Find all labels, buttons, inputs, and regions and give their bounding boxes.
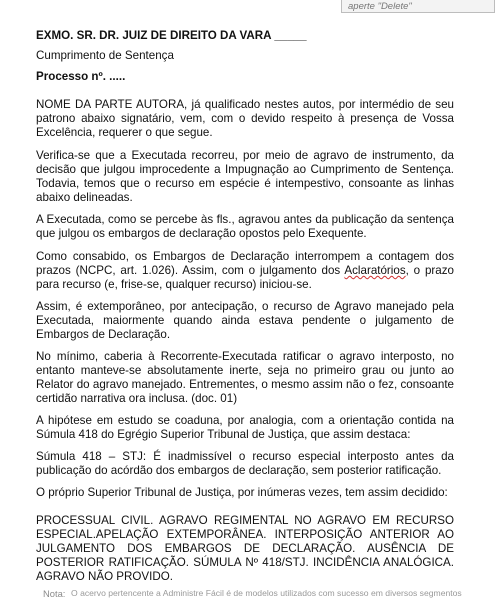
document-subject: Cumprimento de Sentença [36, 49, 174, 62]
paragraph-extemporaneous: Assim, é extemporâneo, por antecipação, o recurso de Agravo manejado pela Executada, maiormente quando ainda estava pendente o julgamento de Embargos de Declaração. [36, 300, 454, 341]
process-number: Processo nº. ..... [36, 70, 126, 83]
paragraph-stj: O próprio Superior Tribunal de Justiça, por inúmeras vezes, tem assim decidido: [36, 486, 448, 499]
editor-tooltip [341, 0, 495, 13]
footer-note-label: Nota: [43, 588, 66, 599]
paragraph-ratify: No mínimo, caberia à Recorrente-Executada ratificar o agravo interposto, no entanto manteve-se absolutamente inerte, seja no primeiro grau ou junto ao Relator do agravo manejado. Entrementes, o mesmo assim não o fez, consoante certidão narrativa ora inclusa. (doc. 01) [36, 350, 454, 405]
tooltip-hint: aperte "Delete" [348, 1, 412, 12]
paragraph-hypothesis: A hipótese em estudo se coaduna, por analogia, com a orientação contida na Súmula 418 do Egrégio Superior Tribunal de Justiça, que assim destaca: [36, 414, 454, 441]
footer-note [0, 587, 500, 600]
paragraph-intro: NOME DA PARTE AUTORA, já qualificado nestes autos, por intermédio de seu patrono abaixo signatário, vem, com o devido respeito à presença de Vossa Excelência, requerer o que segue. [36, 98, 454, 139]
paragraph-embargos-part2: , o prazo para recurso (e, frise-se, qualquer recurso) iniciou-se. [36, 264, 454, 291]
document-heading: EXMO. SR. DR. JUIZ DE DIREITO DA VARA _____ [36, 29, 307, 42]
paragraph-ementa: PROCESSUAL CIVIL. AGRAVO REGIMENTAL NO AGRAVO EM RECURSO ESPECIAL.APELAÇÃO EXTEMPORÂNEA. INTERPOSIÇÃO ANTERIOR AO JULGAMENTO DOS EMBARGOS DE DECLARAÇÃO. AUSÊNCIA DE POSTERIOR RATIFICAÇÃO. SÚMULA Nº 418/STJ. INCIDÊNCIA ANALÓGICA. AGRAVO NÃO PROVIDO. [36, 514, 454, 583]
paragraph-embargos-part1: Como consabido, os Embargos de Declaração interrompem a contagem dos prazos (NCPC, art. 1.026). Assim, com o julgamento dos [36, 250, 454, 277]
footer-note-text: O acervo pertencente a Administre Fácil é de modelos utilizados com sucesso em diversos segmentos [71, 588, 462, 598]
paragraph-appeal: Verifica-se que a Executada recorreu, por meio de agravo de instrumento, da decisão que julgou improcedente a Impugnação ao Cumprimento de Sentença. Todavia, temos que o recurso em espécie é intempestivo, consoante as linhas abaixo delineadas. [36, 149, 454, 204]
spellcheck-underlined-word[interactable]: Aclaratórios [344, 264, 406, 277]
paragraph-executada: A Executada, como se percebe às fls., agravou antes da publicação da sentença que julgou os embargos de declaração opostos pelo Exequente. [36, 213, 454, 240]
paragraph-embargos [36, 250, 454, 292]
paragraph-sumula: Súmula 418 – STJ: É inadmissível o recurso especial interposto antes da publicação do acórdão dos embargos de declaração, sem posterior ratificação. [36, 450, 454, 477]
